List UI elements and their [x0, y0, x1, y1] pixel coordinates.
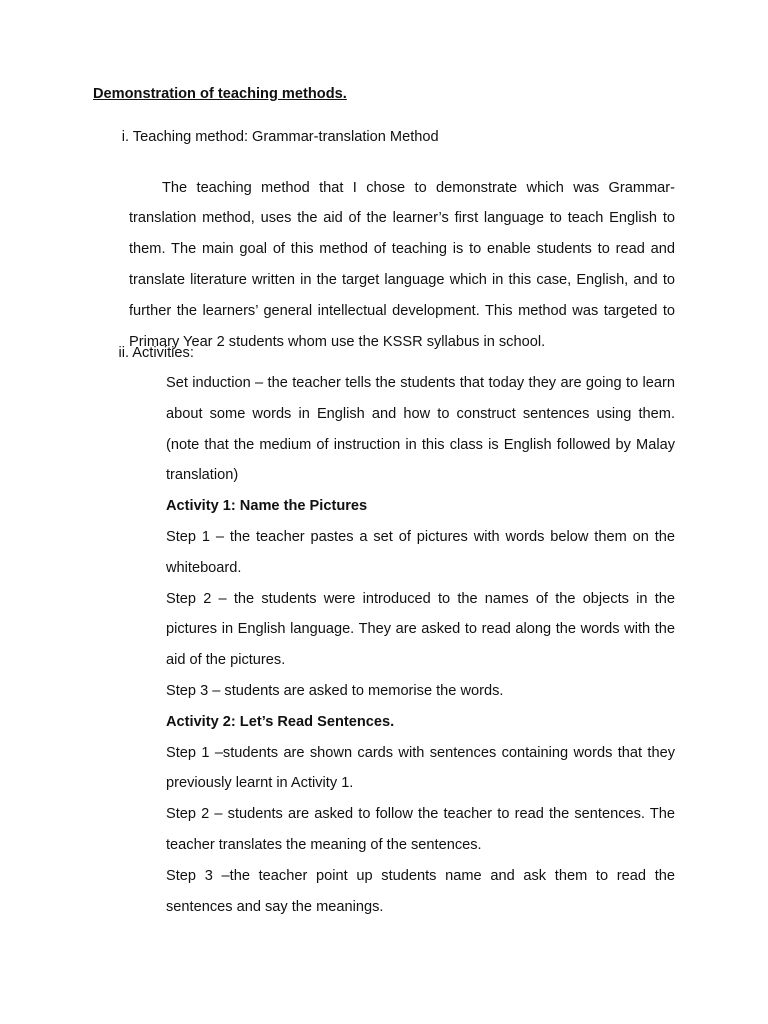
section-number: i.: [121, 129, 129, 145]
activity1-step-1: Step 1 – the teacher pastes a set of pictures with words below them on the whiteboard.: [166, 528, 675, 576]
section-heading-activities: [114, 343, 674, 363]
teaching-method-paragraph: The teaching method that I chose to demonstrate which was Grammar-translation method, uses the aid of the learner’s first language to teach English to them. The main goal of this method of teaching is to enable students to read and translate literature written in the target language which in this case, English, and to further the learners’ general intellectual development. This method was targeted to Primary Year 2 students whom use the KSSR syllabus in school.: [129, 179, 675, 350]
section-number: ii.: [118, 345, 129, 361]
section-heading-text: Teaching method: Grammar-translation Method: [132, 129, 439, 145]
section-heading-teaching-method: [114, 127, 674, 147]
activity1-step-3: Step 3 – students are asked to memorise the words.: [166, 682, 504, 699]
activity1-step-2: Step 2 – the students were introduced to the names of the objects in the pictures in English language. They are asked to read along the words with the aid of the pictures.: [166, 590, 675, 669]
section-heading-text: Activities:: [132, 345, 194, 361]
activity1-title: Activity 1: Name the Pictures: [166, 498, 368, 515]
activity2-step-1: Step 1 –students are shown cards with sentences containing words that they previously learnt in Activity 1.: [166, 744, 675, 792]
document-title: Demonstration of teaching methods.: [93, 86, 347, 102]
activity2-step-3: Step 3 –the teacher point up students name and ask them to read the sentences and say the meanings.: [166, 867, 675, 915]
set-induction-paragraph: Set induction – the teacher tells the students that today they are going to learn about some words in English and how to construct sentences using them. (note that the medium of instruction in this class is English followed by Malay translation): [166, 375, 675, 484]
activity2-step-2: Step 2 – students are asked to follow the teacher to read the sentences. The teacher translates the meaning of the sentences.: [166, 806, 675, 853]
activity2-title: Activity 2: Let’s Read Sentences.: [166, 713, 395, 730]
activities-block: [166, 368, 675, 922]
